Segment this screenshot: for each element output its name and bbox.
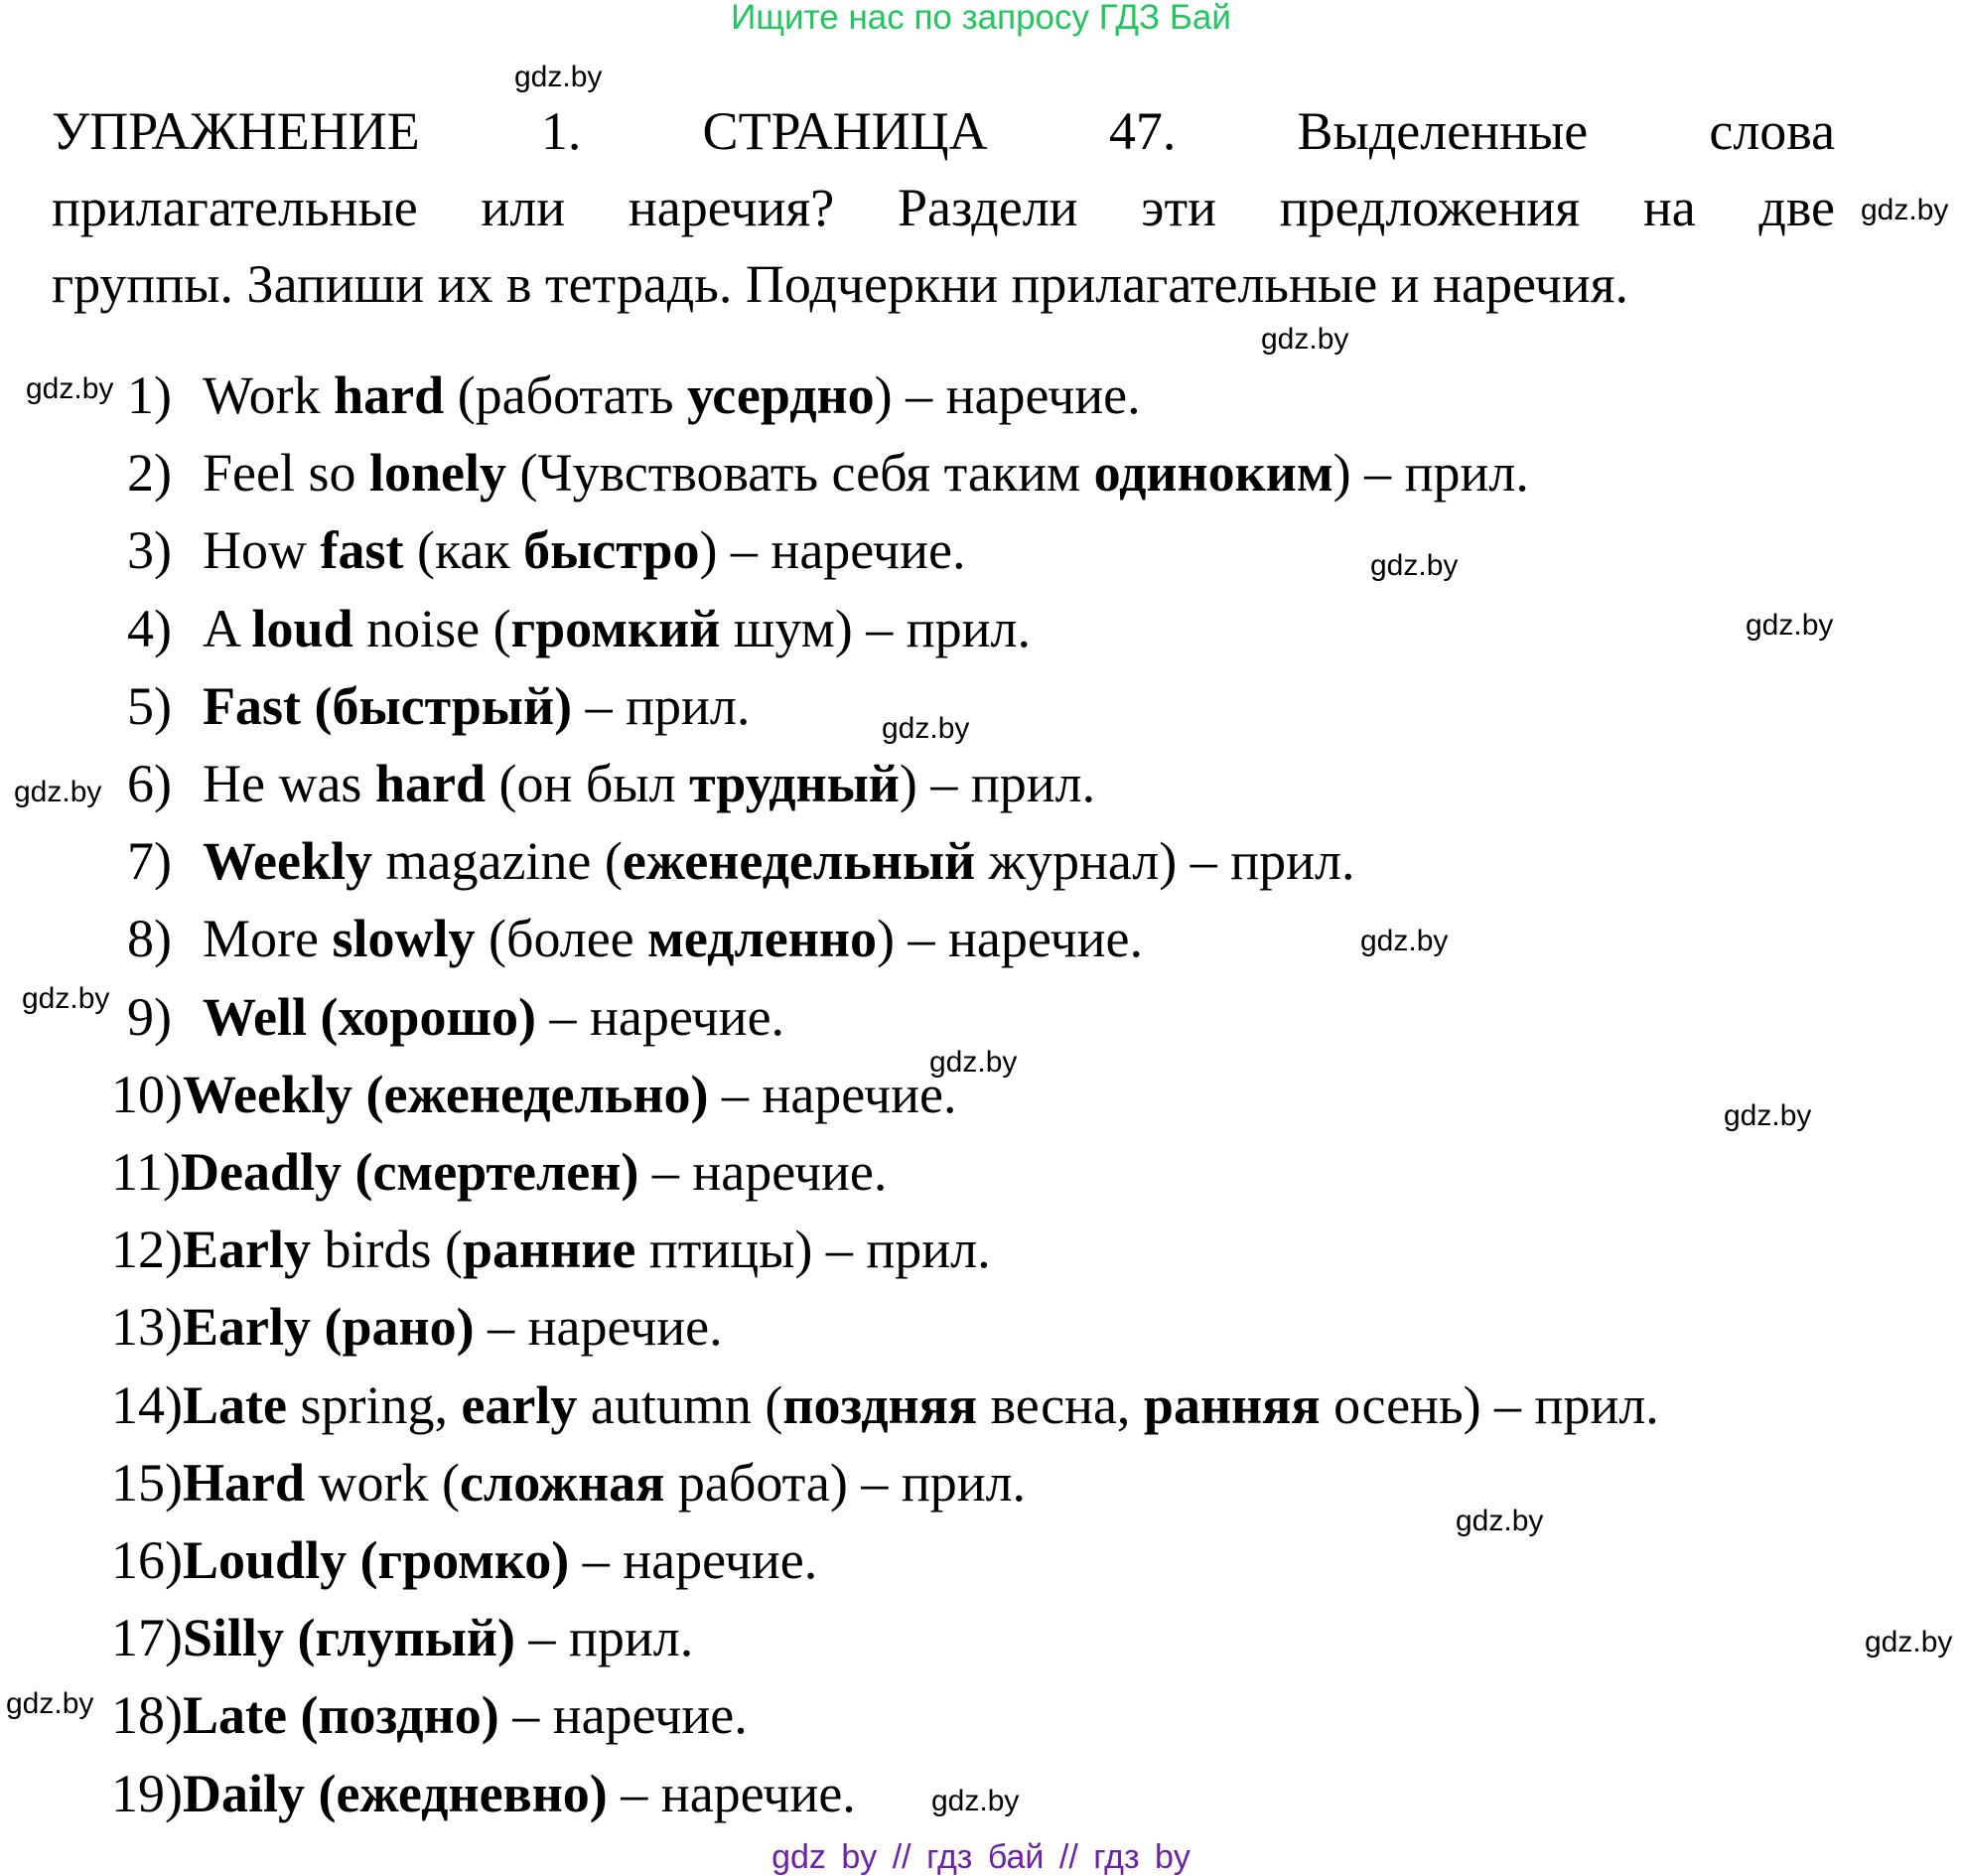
answer-text: magazine ( bbox=[372, 831, 623, 891]
watermark-text: gdz.by bbox=[22, 982, 110, 1015]
highlighted-word: громкий bbox=[510, 599, 721, 658]
highlighted-word: Hard bbox=[182, 1453, 305, 1513]
footer-separator: // bbox=[892, 1838, 911, 1876]
footer-separator: // bbox=[1058, 1838, 1078, 1876]
highlighted-word: Early (рано) bbox=[182, 1297, 475, 1357]
answer-number: 11) bbox=[111, 1142, 181, 1202]
answer-number: 15) bbox=[111, 1453, 183, 1513]
answer-text: autumn ( bbox=[577, 1375, 783, 1435]
answer-item bbox=[127, 754, 1095, 813]
answer-item bbox=[111, 1065, 956, 1124]
footer-link-gdz-by-alt[interactable]: гдз by bbox=[1093, 1838, 1191, 1876]
highlighted-word: Well (хорошо) bbox=[203, 987, 537, 1047]
watermark-text: gdz.by bbox=[6, 1687, 94, 1720]
highlighted-word: Weekly (еженедельно) bbox=[182, 1065, 709, 1124]
answer-item bbox=[111, 1375, 1659, 1435]
answer-item bbox=[111, 1297, 723, 1357]
answer-number: 10) bbox=[111, 1065, 183, 1124]
top-banner: Ищите нас по запросу ГДЗ Бай bbox=[731, 0, 1231, 37]
highlighted-word: еженедельный bbox=[622, 831, 976, 891]
highlighted-word: быстро bbox=[523, 520, 700, 580]
answer-item bbox=[111, 1220, 991, 1279]
answer-item bbox=[111, 1453, 1026, 1513]
answer-number: 16) bbox=[111, 1530, 183, 1590]
answer-item bbox=[127, 909, 1143, 968]
highlighted-word: трудный bbox=[689, 754, 900, 813]
answer-text: (работать bbox=[444, 365, 687, 425]
answer-item bbox=[127, 987, 784, 1047]
answer-text: осень) – прил. bbox=[1320, 1375, 1659, 1435]
highlighted-word: сложная bbox=[459, 1453, 665, 1513]
watermark-text: gdz.by bbox=[1861, 194, 1949, 226]
highlighted-word: hard bbox=[374, 754, 486, 813]
answer-number: 5) bbox=[127, 676, 172, 736]
watermark-text: gdz.by bbox=[1746, 609, 1834, 642]
answer-text: шум) – прил. bbox=[720, 599, 1032, 658]
watermark-text: gdz.by bbox=[26, 372, 114, 405]
watermark-text: gdz.by bbox=[14, 776, 102, 808]
answer-text: ) – прил. bbox=[899, 754, 1096, 813]
answer-item bbox=[127, 831, 1354, 891]
answer-text: (более bbox=[475, 909, 648, 968]
answer-text: ) – наречие. bbox=[877, 909, 1143, 968]
watermark-text: gdz.by bbox=[882, 712, 970, 745]
heading-line-2: прилагательные или наречия? Раздели эти предложения на две bbox=[52, 178, 1836, 237]
highlighted-word: slowly bbox=[332, 909, 476, 968]
watermark-text: gdz.by bbox=[1865, 1626, 1953, 1659]
answer-number: 19) bbox=[111, 1764, 183, 1823]
watermark-text: gdz.by bbox=[1456, 1505, 1544, 1537]
answer-text: ) – наречие. bbox=[699, 520, 966, 580]
answer-text: (Чувствовать себя таким bbox=[506, 443, 1094, 503]
footer-links bbox=[0, 1839, 1962, 1875]
answer-text: весна, bbox=[977, 1375, 1144, 1435]
heading-line-3: группы. Запиши их в тетрадь. Подчеркни прилагательные и наречия. bbox=[52, 254, 1628, 314]
answer-item bbox=[111, 1764, 856, 1823]
answer-text: – наречие. bbox=[708, 1065, 957, 1124]
answer-number: 3) bbox=[127, 520, 172, 580]
answer-number: 6) bbox=[127, 754, 172, 813]
answer-text: Feel so bbox=[203, 443, 369, 503]
answer-text: A bbox=[203, 599, 252, 658]
answer-number: 18) bbox=[111, 1685, 183, 1745]
answer-text: How bbox=[203, 520, 321, 580]
answer-text: птицы) – прил. bbox=[635, 1220, 991, 1279]
watermark-text: gdz.by bbox=[929, 1046, 1018, 1079]
answer-number: 1) bbox=[127, 365, 172, 425]
highlighted-word: Deadly (смертелен) bbox=[180, 1142, 639, 1202]
answer-text: журнал) – прил. bbox=[975, 831, 1355, 891]
answer-text: spring, bbox=[286, 1375, 462, 1435]
highlighted-word: поздняя bbox=[782, 1375, 978, 1435]
answer-text: (как bbox=[403, 520, 524, 580]
answer-item bbox=[127, 520, 965, 580]
watermark-text: gdz.by bbox=[1370, 549, 1459, 582]
answer-number: 17) bbox=[111, 1608, 183, 1667]
answer-number: 8) bbox=[127, 909, 172, 968]
highlighted-word: одиноким bbox=[1093, 443, 1333, 503]
answer-text: – наречие. bbox=[607, 1764, 856, 1823]
answer-item bbox=[127, 365, 1141, 425]
answer-item bbox=[111, 1608, 693, 1667]
heading-line-1: УПРАЖНЕНИЕ 1. СТРАНИЦА 47. Выделенные слова bbox=[52, 101, 1836, 161]
answer-text: – прил. bbox=[514, 1608, 694, 1667]
highlighted-word: Early bbox=[182, 1220, 311, 1279]
answer-text: ) – прил. bbox=[1332, 443, 1529, 503]
answer-text: – наречие. bbox=[536, 987, 785, 1047]
answer-text: – наречие. bbox=[638, 1142, 888, 1202]
highlighted-word: ранние bbox=[462, 1220, 636, 1279]
answer-text: He was bbox=[203, 754, 375, 813]
answer-text: ) – наречие. bbox=[874, 365, 1141, 425]
answer-number: 13) bbox=[111, 1297, 183, 1357]
answer-item bbox=[127, 443, 1529, 503]
answer-item bbox=[111, 1685, 748, 1745]
answer-text: More bbox=[203, 909, 333, 968]
answer-item bbox=[111, 1530, 817, 1590]
highlighted-word: lonely bbox=[369, 443, 507, 503]
answer-text: – наречие. bbox=[569, 1530, 818, 1590]
highlighted-word: hard bbox=[334, 365, 445, 425]
watermark-text: gdz.by bbox=[1360, 925, 1449, 957]
footer-link-gdz-by[interactable]: gdz by bbox=[771, 1838, 878, 1876]
highlighted-word: loud bbox=[251, 599, 353, 658]
watermark-text: gdz.by bbox=[1261, 323, 1349, 356]
answer-text: – наречие. bbox=[498, 1685, 748, 1745]
answer-item bbox=[127, 599, 1031, 658]
highlighted-word: early bbox=[461, 1375, 578, 1435]
answer-text: – наречие. bbox=[474, 1297, 723, 1357]
answer-text: (он был bbox=[486, 754, 690, 813]
highlighted-word: Fast (быстрый) bbox=[203, 676, 573, 736]
answer-text: birds ( bbox=[310, 1220, 463, 1279]
highlighted-word: Loudly (громко) bbox=[182, 1530, 570, 1590]
answer-text: – прил. bbox=[572, 676, 751, 736]
answer-number: 2) bbox=[127, 443, 172, 503]
watermark-text: gdz.by bbox=[1724, 1099, 1812, 1132]
answer-text: noise ( bbox=[352, 599, 511, 658]
answer-number: 7) bbox=[127, 831, 172, 891]
footer-link-gdz-bai[interactable]: гдз бай bbox=[926, 1838, 1045, 1876]
answer-number: 12) bbox=[111, 1220, 183, 1279]
highlighted-word: ранняя bbox=[1143, 1375, 1321, 1435]
watermark-text: gdz.by bbox=[514, 61, 603, 93]
answer-text: Work bbox=[203, 365, 335, 425]
highlighted-word: усердно bbox=[686, 365, 875, 425]
answer-item bbox=[127, 676, 750, 736]
answer-text: работа) – прил. bbox=[664, 1453, 1027, 1513]
answer-item bbox=[111, 1142, 887, 1202]
answer-number: 4) bbox=[127, 599, 172, 658]
highlighted-word: fast bbox=[320, 520, 404, 580]
answer-number: 14) bbox=[111, 1375, 183, 1435]
answer-text: work ( bbox=[305, 1453, 460, 1513]
watermark-text: gdz.by bbox=[931, 1785, 1020, 1817]
answer-number: 9) bbox=[127, 987, 172, 1047]
highlighted-word: Silly (глупый) bbox=[182, 1608, 515, 1667]
highlighted-word: Late (поздно) bbox=[182, 1685, 499, 1745]
highlighted-word: Weekly bbox=[203, 831, 372, 891]
highlighted-word: Late bbox=[182, 1375, 287, 1435]
highlighted-word: медленно bbox=[647, 909, 877, 968]
highlighted-word: Daily (ежедневно) bbox=[182, 1764, 608, 1823]
